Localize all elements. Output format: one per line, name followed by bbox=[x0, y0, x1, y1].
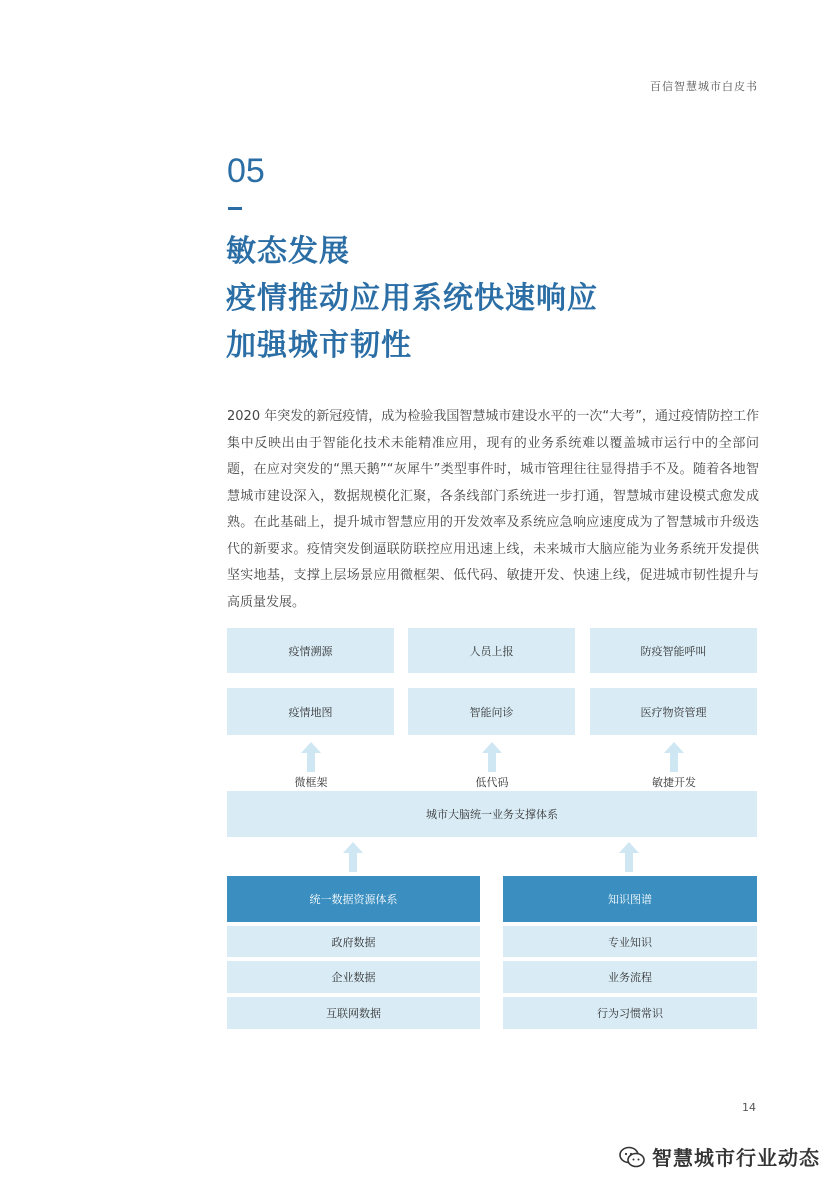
up-arrow-icon bbox=[482, 742, 502, 772]
app-box: 疫情溯源 bbox=[227, 628, 394, 673]
data-source-item: 政府数据 bbox=[227, 926, 480, 957]
chapter-title-line-2: 疫情推动应用系统快速响应 bbox=[226, 281, 598, 316]
knowledge-graph-header: 知识图谱 bbox=[503, 876, 757, 922]
arrow-label: 敏捷开发 bbox=[652, 776, 696, 789]
app-box: 疫情地图 bbox=[227, 688, 394, 735]
chapter-dash bbox=[228, 207, 242, 210]
footer-text: 智慧城市行业动态 bbox=[652, 1146, 820, 1170]
up-arrow-icon bbox=[343, 842, 363, 872]
data-resource-header: 统一数据资源体系 bbox=[227, 876, 480, 922]
up-arrow-icon bbox=[664, 742, 684, 772]
app-box: 人员上报 bbox=[408, 628, 575, 673]
knowledge-item: 业务流程 bbox=[503, 961, 757, 993]
data-source-item: 企业数据 bbox=[227, 961, 480, 993]
wechat-icon bbox=[618, 1145, 646, 1169]
arrow-label: 微框架 bbox=[294, 776, 328, 789]
body-paragraph: 2020 年突发的新冠疫情，成为检验我国智慧城市建设水平的一次“大考”，通过疫情防控工作集中反映出由于智能化技术未能精准应用，现有的业务系统难以覆盖城市运行中的全部问题，在应对突发的“黑天鹅”“灰犀牛”类型事件时，城市管理往往显得措手不及。随着各地智慧城市建设深入，数据规模化汇聚，各条线部门系统进一步打通，智慧城市建设模式愈发成熟。在此基础上，提升城市智慧应用的开发效率及系统应急响应速度成为了智慧城市升级迭代的新要求。疫情突发倒逼联防联控应用迅速上线，未来城市大脑应能为业务系统开发提供坚实地基，支撑上层场景应用微框架、低代码、敏捷开发、快速上线，促进城市韧性提升与高质量发展。 bbox=[227, 409, 759, 610]
up-arrow-icon bbox=[301, 742, 321, 772]
app-box: 防疫智能呼叫 bbox=[590, 628, 757, 673]
chapter-title-line-1: 敏态发展 bbox=[226, 234, 350, 269]
knowledge-item: 专业知识 bbox=[503, 926, 757, 957]
footer-watermark bbox=[618, 1142, 820, 1171]
chapter-number: 05 bbox=[227, 152, 265, 190]
app-box: 医疗物资管理 bbox=[590, 688, 757, 735]
app-box: 智能问诊 bbox=[408, 688, 575, 735]
chapter-title-line-3: 加强城市韧性 bbox=[226, 328, 412, 363]
data-source-item: 互联网数据 bbox=[227, 997, 480, 1029]
central-platform-box: 城市大脑统一业务支撑体系 bbox=[227, 791, 757, 837]
header-title: 百信智慧城市白皮书 bbox=[650, 80, 758, 93]
page-number: 14 bbox=[742, 1101, 756, 1114]
knowledge-item: 行为习惯常识 bbox=[503, 997, 757, 1029]
arrow-label: 低代码 bbox=[475, 776, 509, 789]
up-arrow-icon bbox=[619, 842, 639, 872]
